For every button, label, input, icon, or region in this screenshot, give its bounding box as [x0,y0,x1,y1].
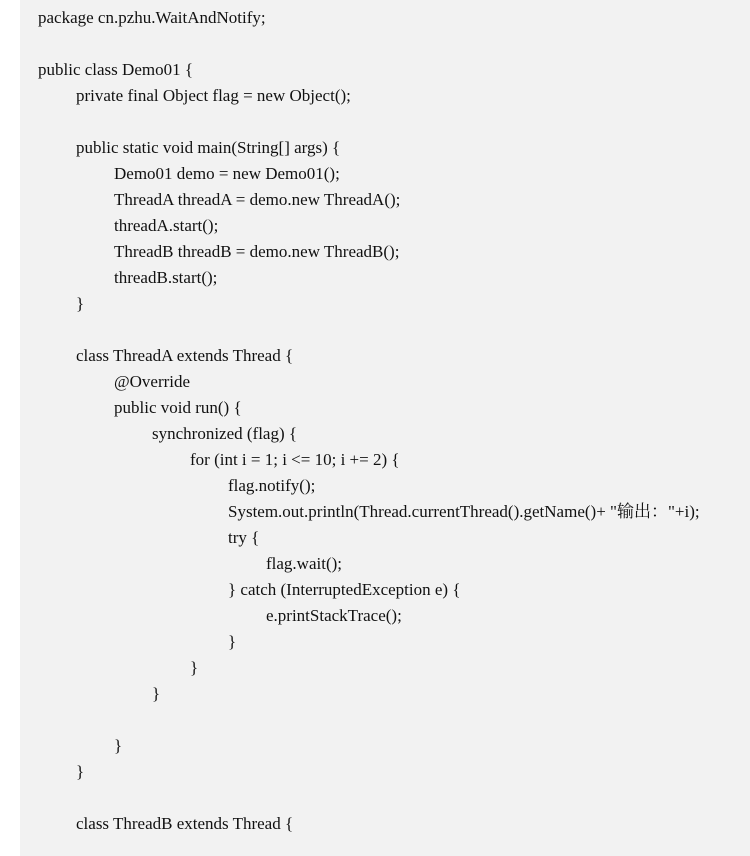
code-line: threadA.start(); [114,216,219,235]
code-line: } [114,736,123,755]
code-line: package cn.pzhu.WaitAndNotify; [38,8,266,27]
code-line: @Override [114,372,191,391]
code-line: try { [228,528,260,547]
code-line: private final Object flag = new Object(); [76,86,351,105]
code-line: } [228,632,237,651]
code-line: threadB.start(); [114,268,218,287]
code-line: System.out.println(Thread.currentThread().getName()+ "输出："+i); [228,502,700,521]
code-line: flag.notify(); [228,476,316,495]
code-line: } [190,658,199,677]
code-line: } [76,762,85,781]
code-line: } catch (InterruptedException e) { [228,580,461,599]
code-line: Demo01 demo = new Demo01(); [114,164,340,183]
code-line: e.printStackTrace(); [266,606,402,625]
code-line: for (int i = 1; i <= 10; i += 2) { [190,450,400,469]
code-line: flag.wait(); [266,554,342,573]
code-line: class ThreadB extends Thread { [76,814,294,833]
code-line: public static void main(String[] args) { [76,138,341,157]
code-line: public void run() { [114,398,242,417]
code-line: ThreadA threadA = demo.new ThreadA(); [114,190,401,209]
code-line: synchronized (flag) { [152,424,298,443]
code-panel [20,0,750,856]
code-line: public class Demo01 { [38,60,193,79]
code-line: } [152,684,161,703]
code-line: class ThreadA extends Thread { [76,346,294,365]
code-line: } [76,294,85,313]
code-line: ThreadB threadB = demo.new ThreadB(); [114,242,400,261]
